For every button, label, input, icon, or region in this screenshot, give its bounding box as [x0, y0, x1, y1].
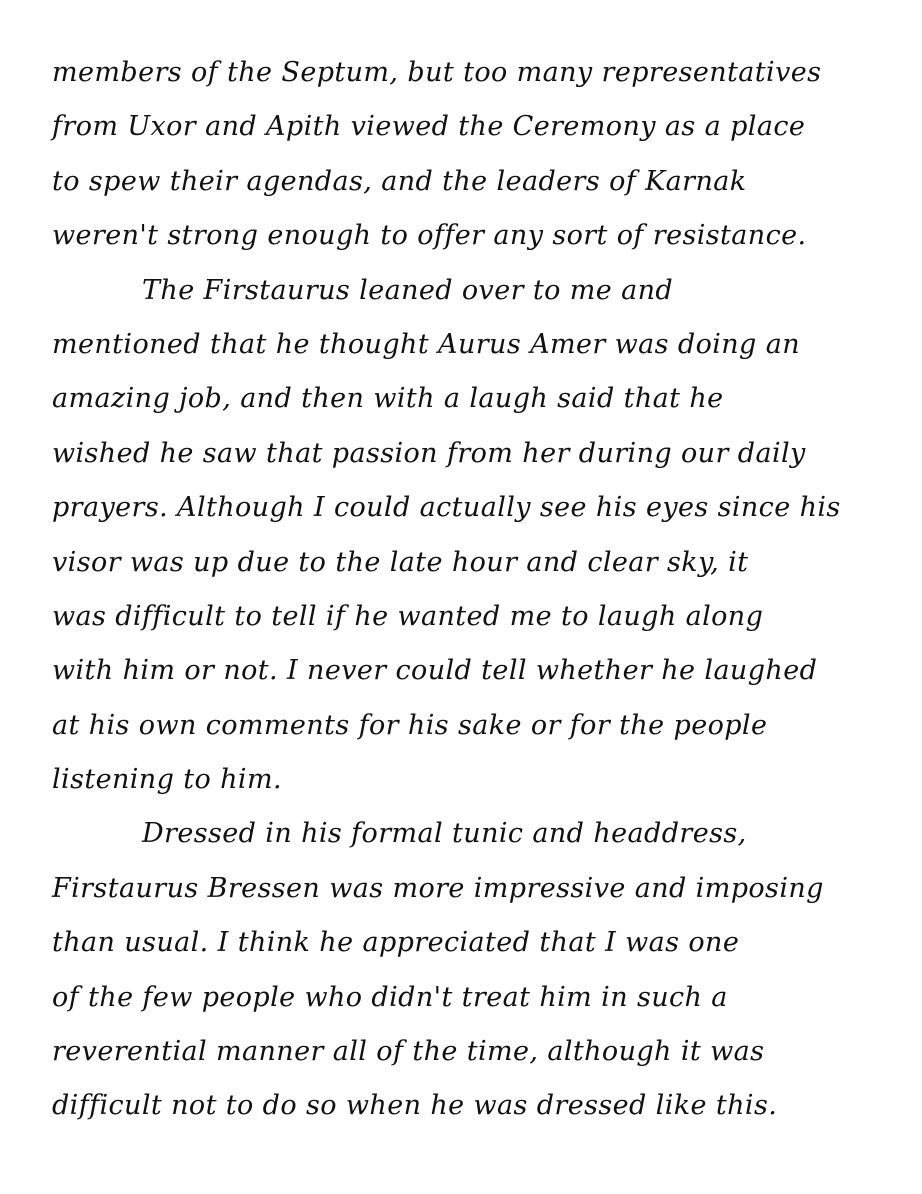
paragraph-start-line: The Firstaurus leaned over to me and	[142, 274, 674, 306]
text-line: difficult not to do so when he was dressed like this.	[52, 1090, 778, 1122]
text-line: amazing job, and then with a laugh said that he	[52, 383, 724, 415]
text-line: to spew their agendas, and the leaders of Karnak	[52, 165, 747, 197]
text-line: from Uxor and Apith viewed the Ceremony as a place	[52, 111, 806, 143]
text-line: wished he saw that passion from her during our daily	[52, 437, 806, 469]
text-line: at his own comments for his sake or for the people	[52, 709, 768, 741]
text-line: reverential manner all of the time, although it was	[52, 1036, 765, 1068]
text-line: was difficult to tell if he wanted me to laugh along	[52, 600, 764, 632]
text-line: of the few people who didn't treat him in such a	[52, 981, 728, 1013]
text-line: than usual. I think he appreciated that I was one	[52, 927, 740, 959]
text-line: weren't strong enough to offer any sort of resistance.	[52, 220, 807, 252]
text-line: visor was up due to the late hour and clear sky, it	[52, 546, 749, 578]
body-text	[52, 46, 882, 1134]
text-line: listening to him.	[52, 764, 282, 796]
text-line: members of the Septum, but too many representatives	[52, 57, 822, 88]
text-line: Firstaurus Bressen was more impressive and imposing	[52, 872, 824, 904]
text-line: with him or not. I never could tell whether he laughed	[52, 655, 818, 687]
text-line: prayers. Although I could actually see his eyes since his	[52, 492, 841, 524]
paragraph-start-line: Dressed in his formal tunic and headdress,	[142, 818, 747, 850]
text-line: mentioned that he thought Aurus Amer was doing an	[52, 328, 801, 360]
